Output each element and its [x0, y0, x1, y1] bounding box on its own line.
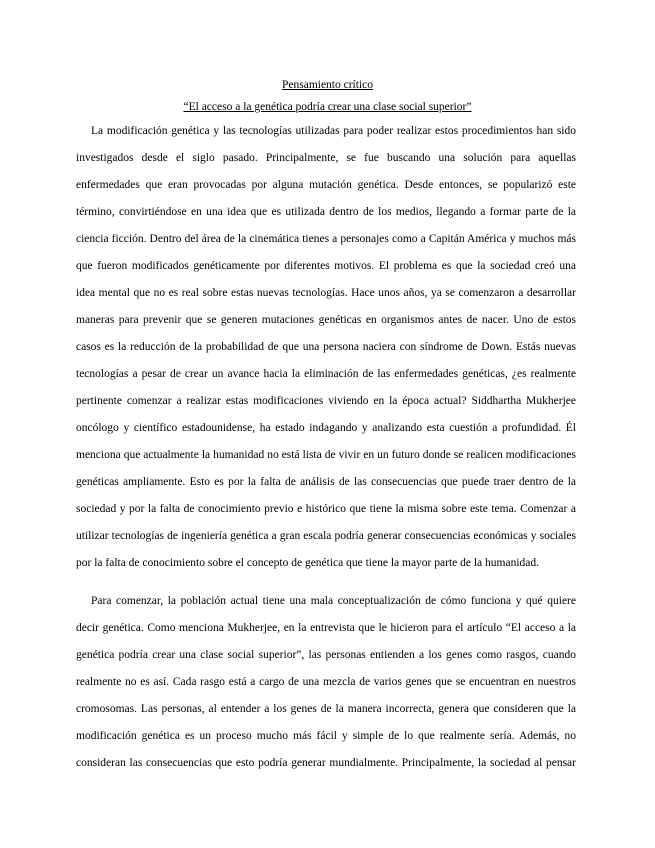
paragraph-1-line: pertinente comenzar a realizar estas modificaciones viviendo en la época actual? Siddhartha Mukherjee — [76, 395, 576, 407]
paragraph-1-line: idea mental que no es real sobre estas nuevas tecnologías. Hace unos años, ya se comenzaron a desarrollar — [76, 287, 576, 299]
document-subtitle — [0, 100, 655, 114]
paragraph-1-line: genéticas ampliamente. Esto es por la falta de análisis de las consecuencias que puede traer dentro de la — [76, 476, 576, 488]
paragraph-2-line: Para comenzar, la población actual tiene una mala conceptualización de cómo funciona y qué quiere — [91, 595, 576, 607]
paragraph-1-line: ciencia ficción. Dentro del área de la cinemática tienes a personajes como a Capitán América y muchos más — [76, 233, 576, 245]
paragraph-1-line: casos es la reducción de la probabilidad de que una persona naciera con síndrome de Down. Estás nuevas — [76, 341, 576, 353]
paragraph-2-line: genética podría crear una clase social superior”, las personas entienden a los genes como rasgos, cuando — [76, 649, 576, 661]
paragraph-1-line: por la falta de conocimiento sobre el concepto de genética que tiene la mayor parte de la humanidad. — [76, 557, 539, 569]
paragraph-2-line: cromosomas. Las personas, al entender a los genes de la manera incorrecta, genera que consideren que la — [76, 703, 576, 715]
paragraph-2-line: consideran las consecuencias que esto podría generar mundialmente. Principalmente, la sociedad al pensar — [76, 757, 576, 769]
paragraph-1-line: que fueron modificados genéticamente por diferentes motivos. El problema es que la sociedad creó una — [76, 260, 576, 272]
document-heading — [0, 78, 655, 92]
paragraph-1-line: La modificación genética y las tecnologías utilizadas para poder realizar estos procedimientos han sido — [91, 125, 576, 137]
paragraph-1-line: tecnologías a pesar de crear un avance hacia la eliminación de las enfermedades genéticas, ¿es realmente — [76, 368, 576, 380]
paragraph-2-line: modificación genética es un proceso mucho más fácil y simple de lo que realmente sería. Además, no — [76, 730, 576, 742]
paragraph-1-line: enfermedades que eran provocadas por alguna mutación genética. Desde entonces, se popularizó este — [76, 179, 576, 191]
paragraph-1-line: sociedad y por la falta de conocimiento previo e histórico que tiene la misma sobre este tema. Comenzar a — [76, 503, 576, 515]
paragraph-1-line: investigados desde el siglo pasado. Principalmente, se fue buscando una solución para aquellas — [76, 152, 576, 164]
paragraph-1-line: oncólogo y científico estadounidense, ha estado indagando y analizando esta cuestión a profundidad. Él — [76, 422, 576, 434]
paragraph-2-line: realmente no es así. Cada rasgo está a cargo de una mezcla de varios genes que se encuentran en nuestros — [76, 676, 576, 688]
paragraph-1-line: menciona que actualmente la humanidad no está lista de vivir en un futuro donde se realicen modificaciones — [76, 449, 576, 461]
paragraph-1-line: maneras para prevenir que se generen mutaciones genéticas en organismos antes de nacer. Uno de estos — [76, 314, 576, 326]
paragraph-1-line: término, convirtiéndose en una idea que es utilizada dentro de los medios, llegando a formar parte de la — [76, 206, 576, 218]
paragraph-2-line: decir genética. Como menciona Mukherjee, en la entrevista que le hicieron para el artículo “El acceso a la — [76, 622, 576, 634]
document-subtitle-text: “El acceso a la genética podría crear una clase social superior” — [183, 101, 472, 113]
document-heading-text: Pensamiento crítico — [281, 79, 374, 91]
paragraph-1-line: utilizar tecnologías de ingeniería genética a gran escala podría generar consecuencias económicas y sociales — [76, 530, 576, 542]
